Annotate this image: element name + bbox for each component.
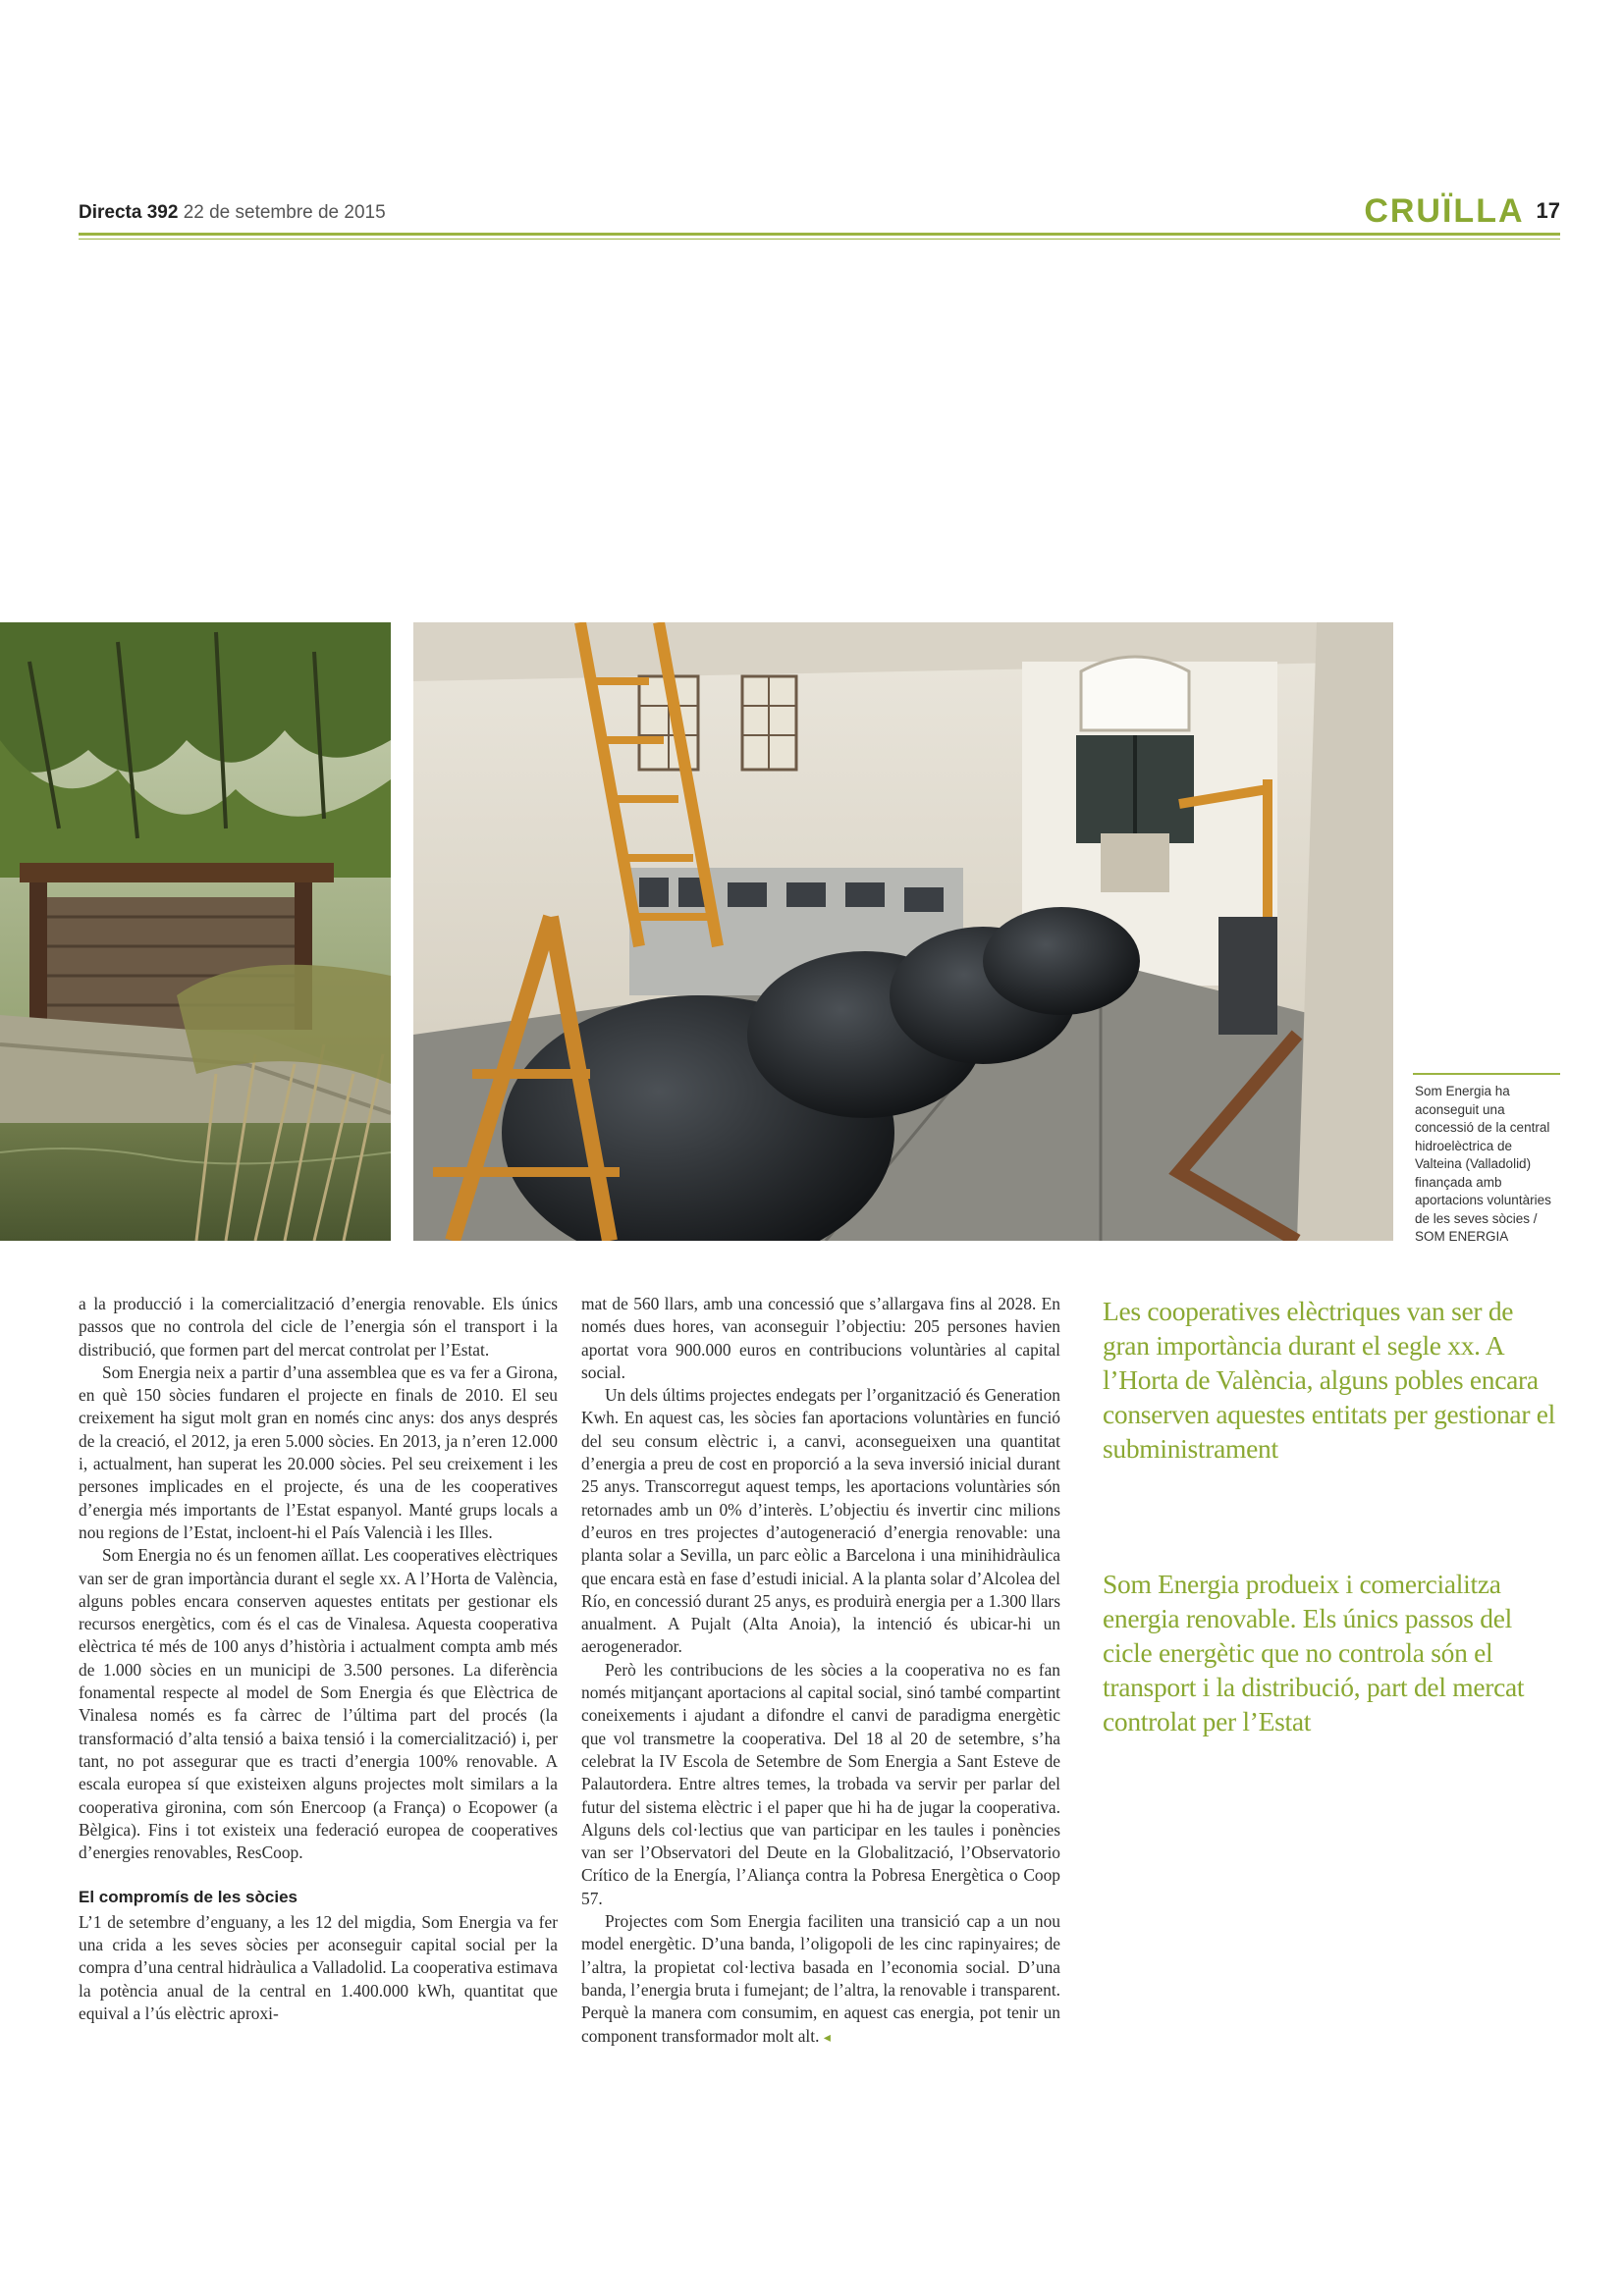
photo-sluice-gate (0, 622, 391, 1241)
photo-hydroelectric-plant (413, 622, 1393, 1241)
article-column-1 (79, 1293, 558, 2025)
subheading: El compromís de les sòcies (79, 1888, 298, 1907)
end-mark-icon: ◂ (823, 2028, 831, 2045)
paragraph: L’1 de setembre d’enguany, a les 12 del migdia, Som Energia va fer una crida a les seves sòcies per aconseguir capital social per la compra d’una central hidràulica a Valladolid. La cooperativa estimava la potència anual de la central en 1.400.000 kWh, quantitat que equival a l’ús elèctric aproxi- (79, 1911, 558, 2023)
paragraph: a la producció i la comercialització d’energia renovable. Els únics passos que no controla del cicle de l’energia són el transport i la distribució, que formen part del mercat controlat per l’Estat. (79, 1294, 558, 1360)
paragraph: Som Energia neix a partir d’una assemblea que es va fer a Girona, en què 150 sòcies fundaren el projecte en finals de 2010. El seu creixement ha sigut molt gran en només cinc anys: dos anys després de la creació, el 2012, ja eren 5.000 sòcies. En 2013, ja n’eren 12.000 i, actualment, han superat les 20.000 sòcies. Pel seu creixement i les persones implicades en el projecte, és una de les cooperatives d’energia més importants de l’Estat espanyol. Manté grups locals a nou regions de l’Estat, incloent-hi el País Valencià i les Illes. (79, 1362, 558, 1542)
turbine-hall-illustration (413, 622, 1393, 1241)
issue-date: 22 de setembre de 2015 (183, 202, 386, 223)
paragraph-final (581, 1910, 1060, 2049)
sluice-gate-illustration (0, 622, 391, 1241)
pull-quote-1: Les cooperatives elèctriques van ser de gran importància durant el segle xx. A l’Horta de València, alguns pobles encara conserven aquestes entitats per gestionar el subministrament (1103, 1296, 1556, 1464)
paragraph: Un dels últims projectes endegats per l’organització és Generation Kwh. En aquest cas, les sòcies fan aportacions voluntàries en funció del seu consum elèctric i, a canvi, aconsegueixen una quantitat d’energia a preu de cost en proporció a la seva inversió inicial durant 25 anys. Transcorregut aquest temps, les aportacions voluntàries són retornades amb un 0% d’interès. L’objectiu és invertir cinc milions d’euros en tres projectes d’autogeneració d’energia renovable: una planta solar a Sevilla, un parc eòlic a Barcelona i una minihidràulica que encara està en fase d’estudi inicial. A la planta solar d’Alcolea del Río, en concessió durant 25 anys, es produirà energia per a 1.300 llars anualment. A Pujalt (Alta Anoia), la intenció és ubicar-hi un aerogenerador. (581, 1385, 1060, 1657)
paragraph: mat de 560 llars, amb una concessió que s’allargava fins al 2028. En només dues hores, van aconseguir l’objectiu: 205 persones havien aportat vora 900.000 euros en contribucions voluntàries al capital social. (581, 1294, 1060, 1382)
article-column-2 (581, 1293, 1060, 2049)
section-title: CRUÏLLA (1364, 192, 1525, 230)
paragraph: Però les contribucions de les sòcies a la cooperativa no es fan només mitjançant aportacions al capital social, sinó també compartint coneixements i ajudant a difondre el canvi de paradigma energètic que vol transmetre la cooperativa. Del 18 al 20 de setembre, s’ha celebrat la IV Escola de Setembre de Som Energia a Sant Esteve de Palautordera. Entre altres temes, la trobada va servir per parlar del futur del sistema elèctric i el paper que hi ha de jugar la cooperativa. Alguns dels col·lectius que van participar en les taules i ponències van ser l’Observatori del Deute en la Globalització, l’Observatorio Crítico de la Energía, l’Aliança contra la Pobresa Energètica o Coop 57. (581, 1659, 1060, 1908)
page-number: 17 (1536, 198, 1560, 223)
publication-name: Directa 392 (79, 202, 179, 223)
photo-caption: Som Energia ha aconseguit una concessió de la central hidroelèctrica de Valteina (Valladolid) finançada amb aportacions voluntàries de les seves sòcies / SOM ENERGIA (1415, 1084, 1551, 1244)
section-header (1364, 192, 1560, 231)
paragraph-text: Projectes com Som Energia faciliten una transició cap a un nou model energètic. D’una banda, l’oligopoli de les cinc rapinyaires; de l’altra, la propietat col·lectiva basada en l’economia social. D’una banda, l’energia bruta i fumejant; de l’altra, la renovable i transparent. Perquè la manera com consumim, en aquest cas energia, pot tenir un component transformador molt alt. (581, 1911, 1060, 2046)
pull-quote-2: Som Energia produeix i comercialitza energia renovable. Els únics passos del cicle energètic que no controla són el transport i la distribució, part del mercat controlat per l’Estat (1103, 1569, 1525, 1736)
header-rule-thin (79, 239, 1560, 240)
header-rule (79, 233, 1560, 236)
running-header (79, 202, 386, 224)
paragraph: Som Energia no és un fenomen aïllat. Les cooperatives elèctriques van ser de gran importància durant el segle xx. A l’Horta de València, alguns pobles encara conserven aquestes entitats per gestionar els recursos energètics, com és el cas de Vinalesa. Aquesta cooperativa elèctrica té més de 100 anys d’història i actualment compta amb més de 1.000 sòcies en un municipi de 3.500 persones. La diferència fonamental respecte al model de Som Energia és que Elèctrica de Vinalesa només es fa càrrec de l’última part del procés (la transformació d’alta tensió a baixa tensió i la comercialització) i, per tant, no pot assegurar que es tracti d’energia 100% renovable. A escala europea sí que existeixen alguns projectes molt similars a la cooperativa gironina, com són Enercoop (a França) o Ecopower (a Bèlgica). Fins i tot existeix una federació europea de cooperatives d’energies renovables, ResCoop. (79, 1545, 558, 1863)
caption-rule (1413, 1073, 1560, 1075)
